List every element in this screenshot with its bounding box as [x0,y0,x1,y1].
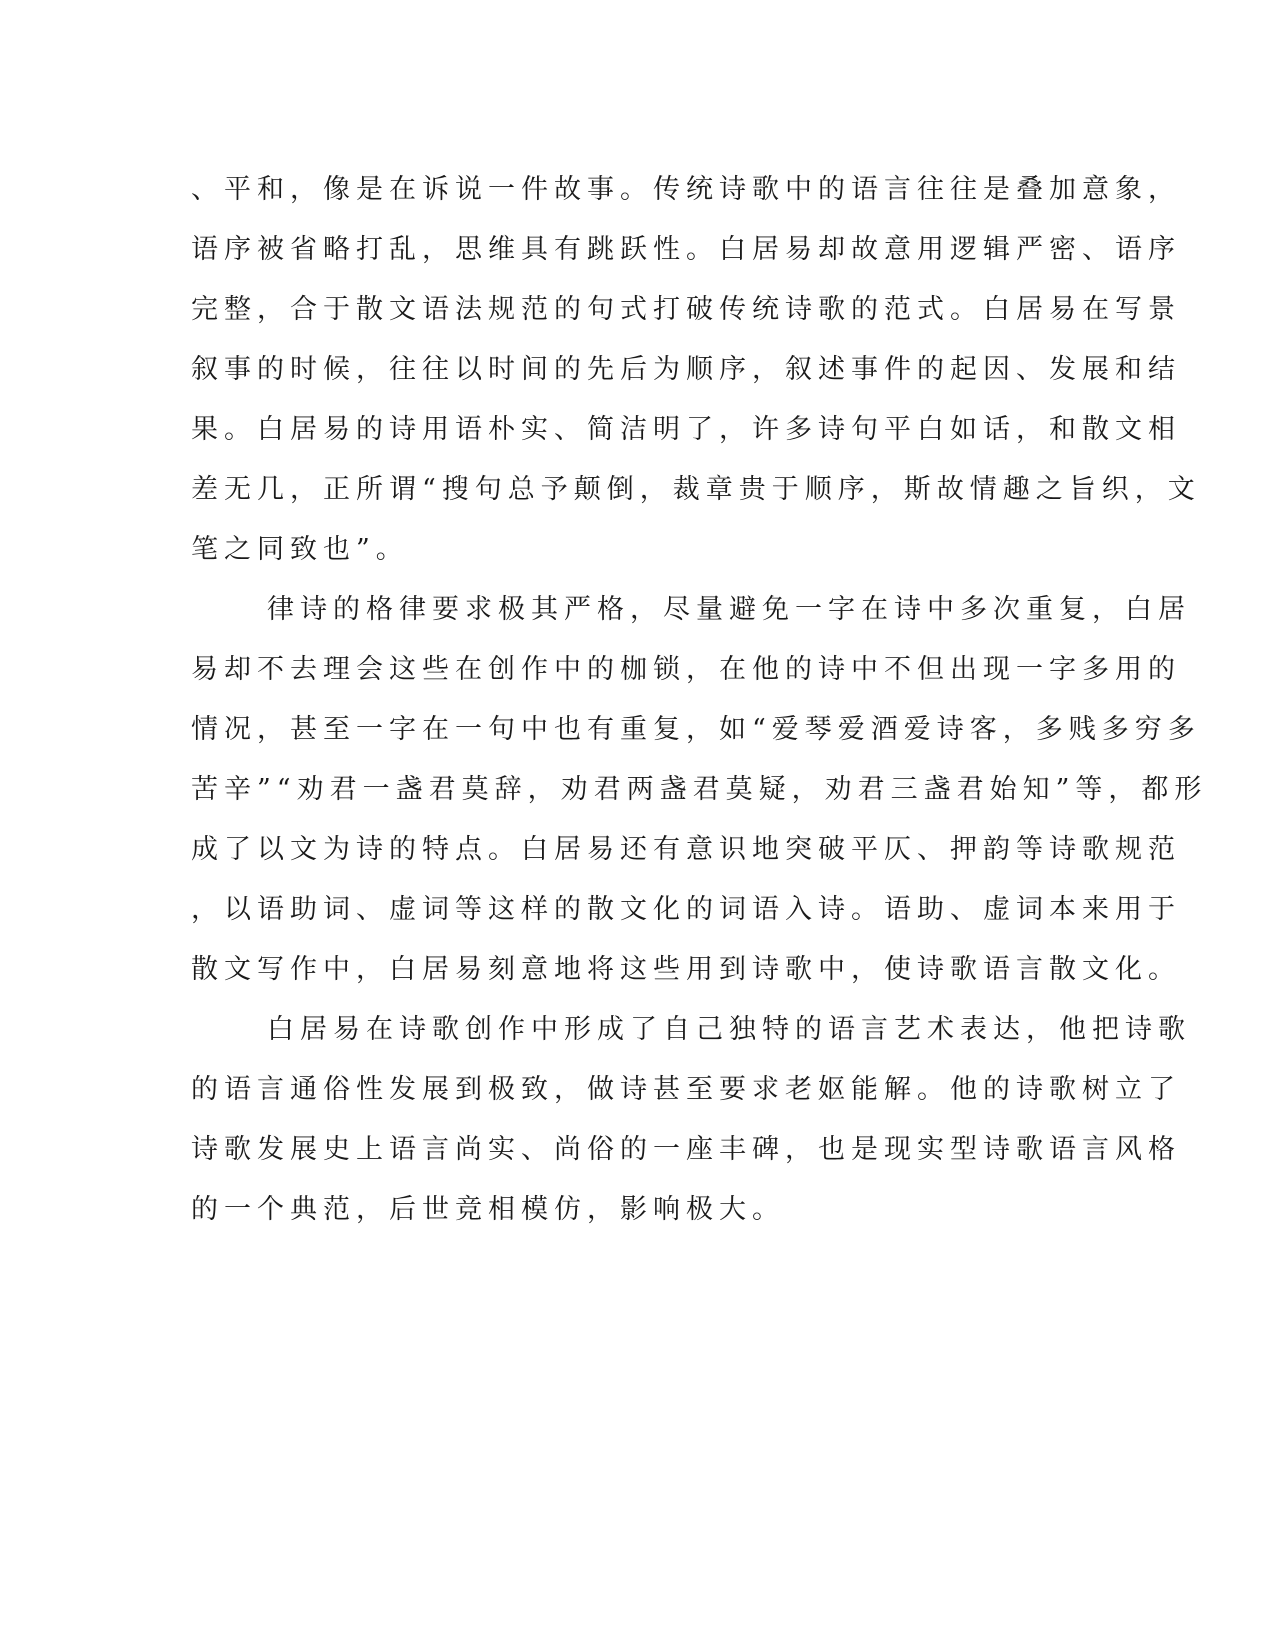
text-line: 叙事的时候，往往以时间的先后为顺序，叙述事件的起因、发展和结 [191,354,1181,385]
text-line: 白居易在诗歌创作中形成了自己独特的语言艺术表达，他把诗歌 [267,1014,1191,1045]
text-line: 成了以文为诗的特点。白居易还有意识地突破平仄、押韵等诗歌规范 [191,834,1181,865]
text-line: 散文写作中，白居易刻意地将这些用到诗歌中，使诗歌语言散文化。 [191,954,1181,985]
body-text [191,160,1208,1240]
text-line: 差无几，正所谓“搜句总予颠倒，裁章贵于顺序，斯故情趣之旨织，文 [191,474,1201,505]
text-line: 的一个典范，后世竞相模仿，影响极大。 [191,1194,785,1225]
paragraph-meter [191,580,1208,1000]
text-line: 律诗的格律要求极其严格，尽量避免一字在诗中多次重复，白居 [267,594,1191,625]
paragraph-continued [191,160,1201,580]
text-line: 易却不去理会这些在创作中的枷锁，在他的诗中不但出现一字多用的 [191,654,1181,685]
text-line: 的语言通俗性发展到极致，做诗甚至要求老妪能解。他的诗歌树立了 [191,1074,1181,1105]
text-line: 语序被省略打乱，思维具有跳跃性。白居易却故意用逻辑严密、语序 [191,234,1181,265]
text-line: 、平和，像是在诉说一件故事。传统诗歌中的语言往往是叠加意象， [191,174,1181,205]
text-line: ，以语助词、虚词等这样的散文化的词语入诗。语助、虚词本来用于 [191,894,1181,925]
text-line: 完整，合于散文语法规范的句式打破传统诗歌的范式。白居易在写景 [191,294,1181,325]
text-line: 苦辛”“劝君一盏君莫辞，劝君两盏君莫疑，劝君三盏君始知”等，都形 [191,774,1208,805]
text-line: 诗歌发展史上语言尚实、尚俗的一座丰碑，也是现实型诗歌语言风格 [191,1134,1181,1165]
text-line: 果。白居易的诗用语朴实、简洁明了，许多诗句平白如话，和散文相 [191,414,1181,445]
text-line: 情况，甚至一字在一句中也有重复，如“爱琴爱酒爱诗客，多贱多穷多 [191,714,1201,745]
text-line: 笔之同致也”。 [191,534,409,565]
paragraph-conclusion [191,1000,1191,1240]
